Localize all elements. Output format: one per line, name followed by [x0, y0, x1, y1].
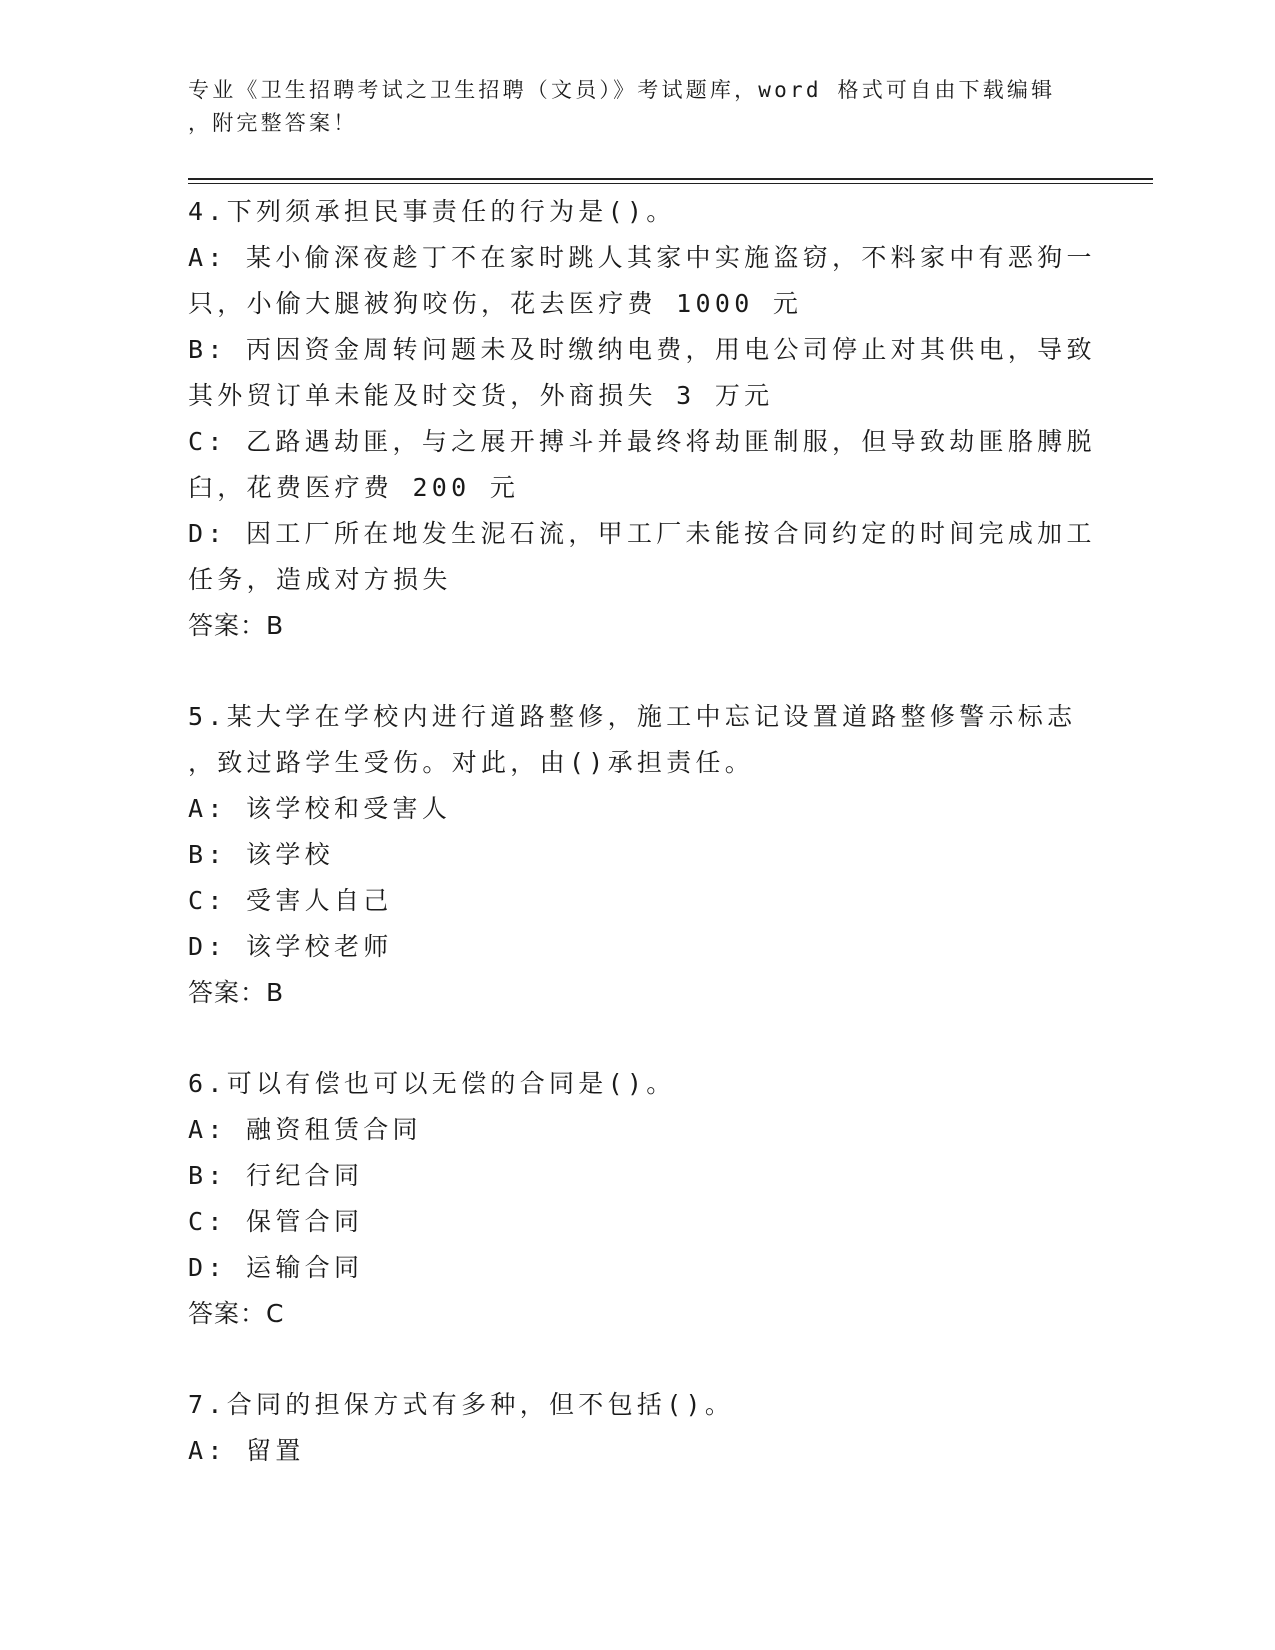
- option-text: B: 丙因资金周转问题未及时缴纳电费，用电公司停止对其供电，导致: [188, 335, 1096, 364]
- question-stem: 7.合同的担保方式有多种，但不包括()。: [188, 1390, 735, 1419]
- option-a: A: 融资租赁合同: [188, 1115, 422, 1144]
- option-text: 任务，造成对方损失: [188, 565, 452, 594]
- option-b: [188, 327, 1096, 419]
- header-line-2: ，附完整答案！: [188, 111, 358, 135]
- question-stem: 6.可以有偿也可以无偿的合同是()。: [188, 1069, 676, 1098]
- header-divider-thin: [188, 183, 1153, 184]
- question-stem: ，致过路学生受伤。对此，由()承担责任。: [188, 748, 755, 777]
- question-spacer: [188, 1016, 1088, 1061]
- option-c: C: 保管合同: [188, 1207, 364, 1236]
- option-b: B: 该学校: [188, 840, 334, 869]
- header-divider-thick: [188, 178, 1153, 180]
- answer-label: 答案：B: [188, 978, 285, 1007]
- header-line-1: 专业《卫生招聘考试之卫生招聘（文员）》考试题库，word 格式可自由下载编辑: [188, 78, 1056, 102]
- question-6: [188, 1061, 1088, 1337]
- question-list: [188, 189, 1096, 1474]
- option-a: A: 该学校和受害人: [188, 794, 452, 823]
- option-text: 其外贸订单未能及时交货，外商损失 3 万元: [188, 381, 774, 410]
- question-spacer: [188, 1337, 1088, 1382]
- option-a: [188, 235, 1096, 327]
- question-spacer: [188, 649, 1088, 694]
- question-5: [188, 694, 1088, 1016]
- option-text: C: 乙路遇劫匪，与之展开搏斗并最终将劫匪制服，但导致劫匪胳膊脱: [188, 427, 1096, 456]
- option-text: 臼，花费医疗费 200 元: [188, 473, 520, 502]
- option-c: [188, 419, 1096, 511]
- option-a: A: 留置: [188, 1436, 305, 1465]
- question-4: [188, 189, 1096, 649]
- question-stem: 5.某大学在学校内进行道路整修，施工中忘记设置道路整修警示标志: [188, 702, 1077, 731]
- question-stem: 4.下列须承担民事责任的行为是()。: [188, 197, 676, 226]
- option-c: C: 受害人自己: [188, 886, 393, 915]
- option-d: [188, 511, 1096, 603]
- option-text: A: 某小偷深夜趁丁不在家时跳人其家中实施盗窃，不料家中有恶狗一: [188, 243, 1096, 272]
- option-text: 只，小偷大腿被狗咬伤，花去医疗费 1000 元: [188, 289, 803, 318]
- document-header: [188, 74, 1088, 140]
- answer-label: 答案：C: [188, 1299, 285, 1328]
- option-d: D: 运输合同: [188, 1253, 364, 1282]
- option-text: D: 因工厂所在地发生泥石流，甲工厂未能按合同约定的时间完成加工: [188, 519, 1096, 548]
- question-7: [188, 1382, 1088, 1474]
- option-b: B: 行纪合同: [188, 1161, 364, 1190]
- option-d: D: 该学校老师: [188, 932, 393, 961]
- answer-label: 答案：B: [188, 611, 285, 640]
